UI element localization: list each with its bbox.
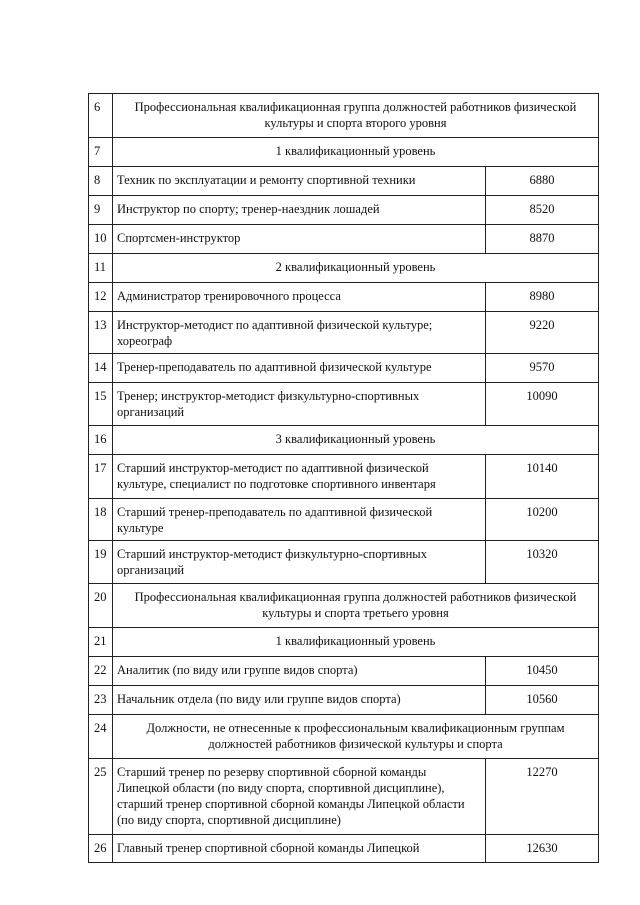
row-number: 7 [89,138,113,167]
position-title: Инструктор-методист по адаптивной физической культуре; хореограф [113,312,486,354]
table-row [89,383,599,426]
row-number: 9 [89,196,113,225]
row-number: 21 [89,628,113,657]
row-number: 16 [89,426,113,455]
position-title: Инструктор по спорту; тренер-наездник лошадей [113,196,486,225]
row-number: 26 [89,835,113,863]
position-title: Старший тренер-преподаватель по адаптивной физической культуре [113,499,486,541]
position-title: Старший инструктор-методист по адаптивной физической культуре, специалист по подготовке спортивного инвентаря [113,455,486,499]
table-row [89,657,599,686]
position-title: Администратор тренировочного процесса [113,283,486,312]
salary-table [88,93,599,863]
row-number: 17 [89,455,113,499]
salary-table-body [89,94,599,863]
table-row [89,628,599,657]
row-number: 22 [89,657,113,686]
table-row [89,455,599,499]
level-heading: 1 квалификационный уровень [113,138,599,167]
salary-value: 9220 [486,312,599,354]
row-number: 10 [89,225,113,254]
salary-value: 10200 [486,499,599,541]
salary-value: 10320 [486,541,599,584]
table-row [89,94,599,138]
row-number: 15 [89,383,113,426]
position-title: Спортсмен-инструктор [113,225,486,254]
position-title: Тренер-преподаватель по адаптивной физической культуре [113,354,486,383]
level-heading: 1 квалификационный уровень [113,628,599,657]
salary-value: 8980 [486,283,599,312]
row-number: 23 [89,686,113,715]
table-row [89,715,599,759]
position-title: Тренер; инструктор-методист физкультурно-спортивных организаций [113,383,486,426]
table-row [89,499,599,541]
level-heading: 3 квалификационный уровень [113,426,599,455]
salary-value: 6880 [486,167,599,196]
table-row [89,225,599,254]
table-row [89,759,599,835]
row-number: 25 [89,759,113,835]
position-title: Техник по эксплуатации и ремонту спортивной техники [113,167,486,196]
position-title: Старший тренер по резерву спортивной сборной команды Липецкой области (по виду спорта, спортивной дисциплине), старший тренер спортивной сборной команды Липецкой области (по виду спорта, спортивной дисциплине) [113,759,486,835]
table-row [89,686,599,715]
salary-value: 12630 [486,835,599,863]
table-row [89,254,599,283]
salary-value: 10140 [486,455,599,499]
table-row [89,584,599,628]
table-row [89,426,599,455]
table-row [89,167,599,196]
salary-value: 8520 [486,196,599,225]
level-heading: 2 квалификационный уровень [113,254,599,283]
row-number: 6 [89,94,113,138]
group-heading: Профессиональная квалификационная группа должностей работников физической культуры и спорта второго уровня [113,94,599,138]
group-heading: Профессиональная квалификационная группа должностей работников физической культуры и спорта третьего уровня [113,584,599,628]
row-number: 8 [89,167,113,196]
position-title: Начальник отдела (по виду или группе видов спорта) [113,686,486,715]
row-number: 13 [89,312,113,354]
salary-value: 8870 [486,225,599,254]
position-title: Аналитик (по виду или группе видов спорта) [113,657,486,686]
salary-value: 10450 [486,657,599,686]
table-row [89,835,599,863]
table-row [89,283,599,312]
row-number: 12 [89,283,113,312]
position-title: Старший инструктор-методист физкультурно-спортивных организаций [113,541,486,584]
table-row [89,541,599,584]
salary-value: 12270 [486,759,599,835]
group-heading: Должности, не отнесенные к профессиональным квалификационным группам должностей работников физической культуры и спорта [113,715,599,759]
table-row [89,354,599,383]
row-number: 20 [89,584,113,628]
position-title: Главный тренер спортивной сборной команды Липецкой [113,835,486,863]
row-number: 24 [89,715,113,759]
table-row [89,196,599,225]
salary-value: 10560 [486,686,599,715]
salary-value: 10090 [486,383,599,426]
table-row [89,138,599,167]
row-number: 14 [89,354,113,383]
row-number: 18 [89,499,113,541]
table-row [89,312,599,354]
row-number: 11 [89,254,113,283]
row-number: 19 [89,541,113,584]
salary-value: 9570 [486,354,599,383]
